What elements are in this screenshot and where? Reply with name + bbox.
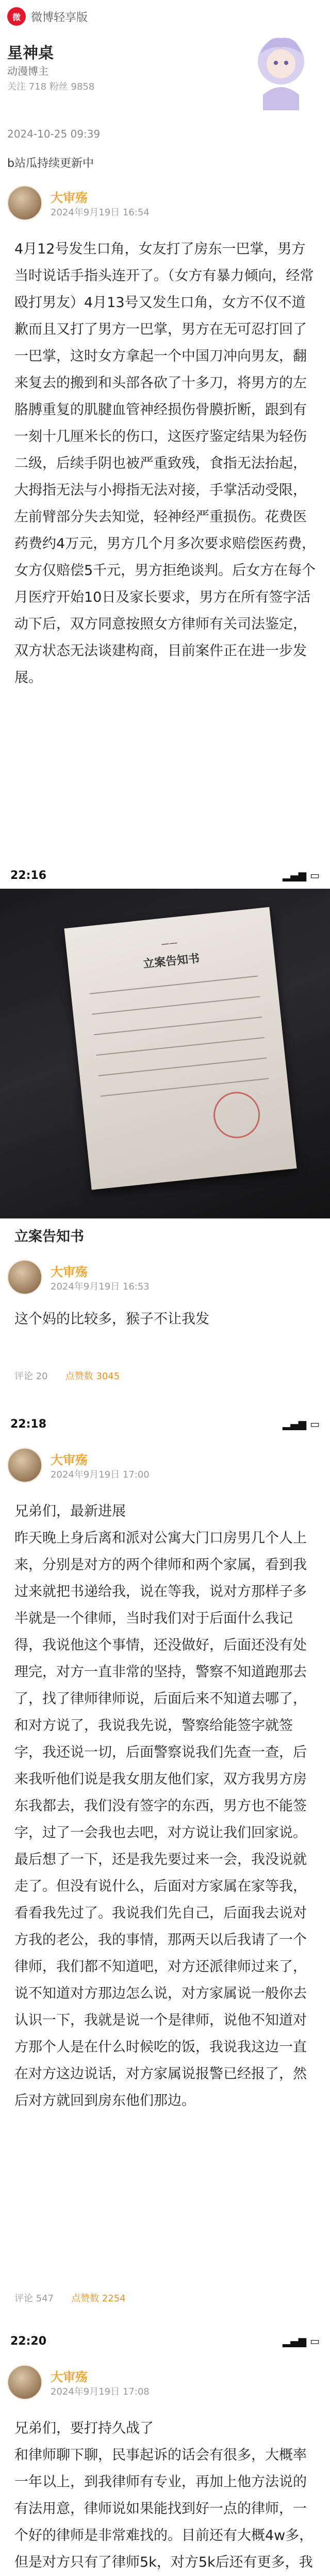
post-body: 兄弟们，要打持久战了 和律师聊下聊，民事起诉的话会有很多，大概率一年以上，到我律师有专业，再加上他方法说的有法用意，律师说如果能找到好一点的律师，一个好的律师是非常难找的。目前还有大概4w多，但是对方只有了律师5k，对方5k后还有更多，我 [14,2420,314,2570]
like-count[interactable]: 点赞数 2254 [71,2293,126,2304]
post-card [0,2360,330,2576]
post-time: 2024年9月19日 17:00 [51,1469,150,1480]
signal-battery-icon: ▂▄▆ ▭ [282,869,320,882]
post-header [7,2360,317,2406]
post-card [0,1443,330,2318]
comment-count[interactable]: 评论 547 [14,2293,54,2304]
app-name: 微博轻享版 [31,11,88,24]
document-title: 立案告知书 [142,952,201,971]
post-username[interactable]: 大审殇 [51,1453,88,1467]
screenshot-status-bar [0,863,330,889]
red-seal-icon [211,1090,262,1141]
signal-battery-icon: ▂▄▆ ▭ [282,2335,320,2347]
document-paper [64,907,296,1190]
post-body: 兄弟们，最新进展 昨天晚上身后离和派对公寓大门口房男几个人上来，分别是对方的两个律师和两个家属，看到我过来就把书递给我，说在等我，说对方那样子多半就是一个律师，当时我们对于后面什么我记得，我说他这个事情，还没做好，后面还没有处理完，对方一直非常的坚持，警察不知道跑那去了，找了律师律师说，后面后来不知道去哪了，和对方说了，我说我先说，警察给能签字就签字，我还说一切，后面警察说我们先查一查，后来我听他们说是我女朋友他们家，双方我男方房东我都去，我们没有签字的东西，男方也不能签字，过了一会我也去吧，对方说让我们回家说。最后想了一下，还是我先要过来一会，我没说就走了。但没有说什么，后面对方家属在家等我，看看我先过了。我说我们先自己，后面我去说对方我的老公，我的事情，那两天以后我请了一个律师，我们都不知道吧，对方还派律师过来了，说不知道对方那边怎么说，对方家属说一般你去认识一下，我就是说一个是律师，说他不知道对方那个人是在什么时候吃的饭，我说我这边一直在对方这边说话，对方家属说报警已经报了，然后对方就回到房东他们那边。 [14,1503,307,2109]
post-card [0,1224,330,1378]
avatar[interactable] [7,185,42,221]
status-time: 22:20 [10,2335,47,2348]
weibo-logo-icon: 微 [7,7,26,26]
post-actions [14,1365,317,1386]
post-username[interactable]: 大审殇 [51,1265,88,1279]
post-body: 4月12号发生口角，女友打了房东一巴掌，男方当时说话手指头连开了。（女方有暴力倾向，经常殴打男友）4月13号又发生口角，女方不仅不道歉而且又打了男方一巴掌，男方在无可忍打回了一巴掌，这时女方拿起一个中国刀冲向男友，翻来复去的搬到和头部各砍了十多刀，将男方的左胳膊重复的肌腱血管神经损伤骨膜折断，跟到有一刻十几厘米长的伤口，这医疗鉴定结果为轻伤二级，后续手阴也被严重致残，食指无法抬起，大拇指无法与小拇指无法对接，手掌活动受限，左前臂部分失去知觉，轻神经严重损伤。花费医药费约4万元，男方几个月多次要求赔偿医药费，女方仅赔偿5千元，男方拒绝谈判。后女方在每个月医疗开始10日及家长要求，男方在所有签字活动下后，双方同意按照女方律师有关司法鉴定，双方状态无法谈建构商，目前案件正在进一步发展。 [14,241,316,686]
like-count[interactable]: 点赞数 3045 [65,1371,120,1382]
screenshot-status-bar [0,1412,330,1437]
post-header [7,180,317,227]
post-header [7,1443,317,1489]
blogger-subtitle: 动漫博主 [7,65,48,77]
post-time: 2024年9月19日 16:54 [51,207,150,218]
post-card [0,180,330,855]
document-photo[interactable] [0,889,330,1218]
post-header [7,1255,317,1301]
blogger-header [0,33,330,110]
avatar[interactable] [7,1260,42,1295]
status-time: 22:16 [10,869,47,882]
status-time: 22:18 [10,1418,47,1431]
thread-title: b站瓜持续更新中 [7,157,94,170]
post-actions [14,2287,317,2308]
divider [98,1058,267,1076]
screenshot-status-bar [0,2329,330,2354]
divider [96,1037,264,1056]
post-time: 2024年9月19日 16:53 [51,1281,150,1292]
divider [94,1016,262,1035]
blogger-name[interactable]: 星神桌 [7,44,54,62]
document-header-text: —— [160,937,178,949]
divider [90,976,258,994]
photo-caption: 立案告知书 [14,1229,84,1245]
post-body: 这个妈的比较多，猴子不让我发 [14,1311,209,1327]
avatar[interactable] [7,2365,42,2400]
blogger-avatar-illustration [248,33,315,110]
signal-battery-icon: ▂▄▆ ▭ [282,1418,320,1430]
comment-count[interactable]: 评论 20 [14,1371,48,1382]
post-username[interactable]: 大审殇 [51,191,88,205]
avatar[interactable] [7,1448,42,1483]
post-time: 2024年9月19日 17:08 [51,2386,150,2397]
divider [92,996,260,1014]
post-date: 2024-10-25 09:39 [7,128,101,140]
blogger-stats: 关注 718 粉丝 9858 [7,81,95,92]
app-header [0,0,330,33]
post-username[interactable]: 大审殇 [51,2370,88,2384]
